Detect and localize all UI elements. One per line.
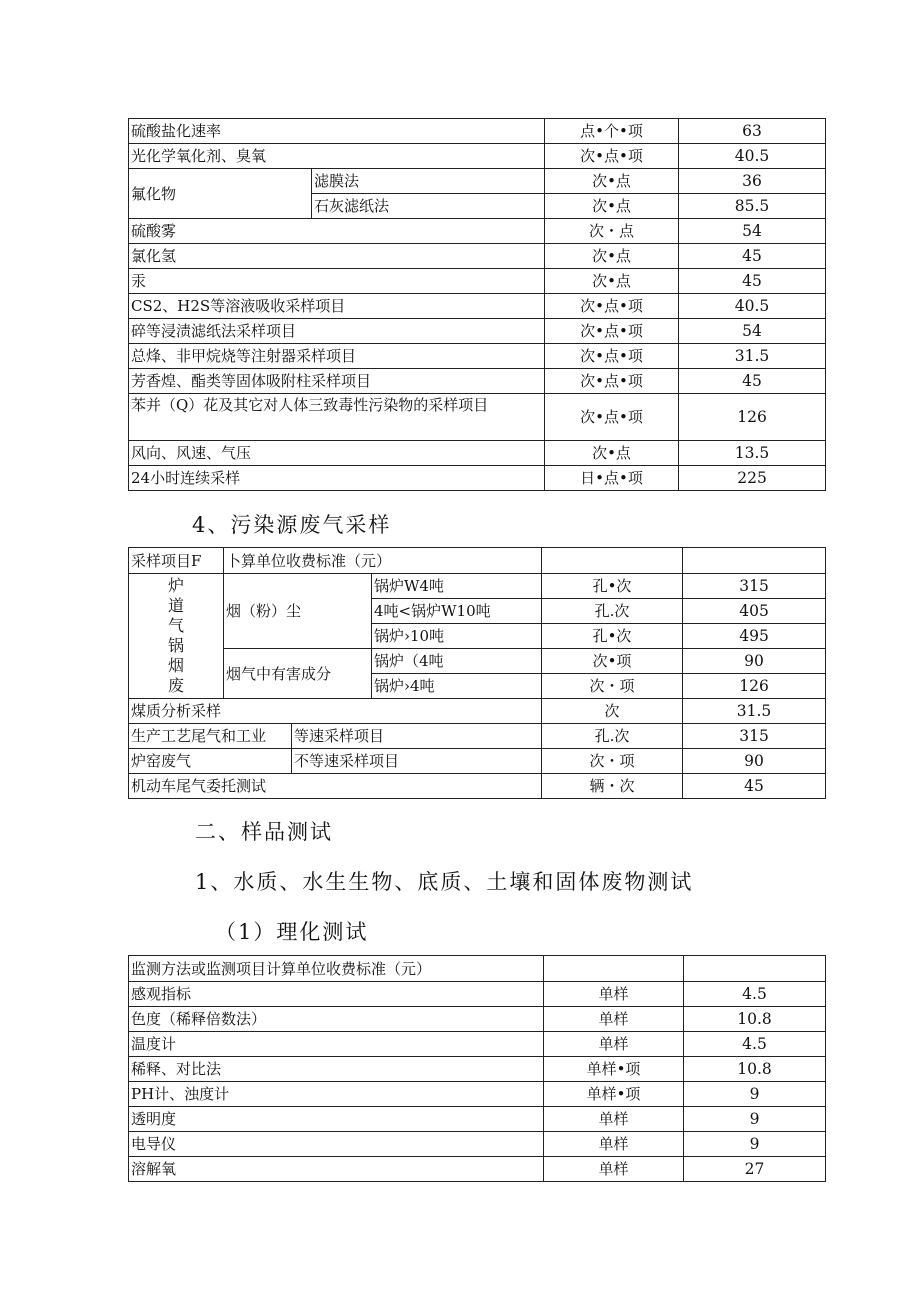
- item-cell: CS2、H2S等溶液吸收采样项目: [129, 294, 545, 319]
- unit-cell: 单样: [544, 1007, 684, 1032]
- table-row: [129, 319, 826, 344]
- price-cell: 9: [684, 1132, 826, 1157]
- item-cell: 机动车尾气委托测试: [129, 774, 542, 799]
- price-cell: 225: [679, 466, 826, 491]
- table-row: [129, 1057, 826, 1082]
- table-row: [129, 369, 826, 394]
- table-row: [129, 119, 826, 144]
- section-heading-sub: （1）理化测试: [215, 920, 369, 944]
- physchem-test-table: [128, 955, 826, 1182]
- unit-cell: 次: [542, 699, 683, 724]
- table-row: [129, 394, 826, 441]
- header-cell: 采样项目F: [129, 548, 224, 574]
- dust-label: 烟（粉）尘: [224, 574, 372, 649]
- unit-cell: 单样: [544, 1157, 684, 1182]
- table-row: [129, 749, 826, 774]
- unit-cell: 次•点: [545, 169, 679, 194]
- price-cell: 54: [679, 219, 826, 244]
- table-row: [129, 1132, 826, 1157]
- source-exhaust-table: [128, 547, 826, 799]
- price-cell: 40.5: [679, 294, 826, 319]
- kiln-label: 生产工艺尾气和工业: [129, 724, 292, 749]
- item-cell: 氯化氢: [129, 244, 545, 269]
- item-cell: 感观指标: [129, 982, 544, 1007]
- unit-cell: 辆・次: [542, 774, 683, 799]
- table-row: [129, 1007, 826, 1032]
- unit-cell: 次•点•项: [545, 369, 679, 394]
- sub-item-cell: 锅炉›10吨: [372, 624, 542, 649]
- price-cell: 10.8: [684, 1007, 826, 1032]
- sub-item-cell: 不等速采样项目: [292, 749, 542, 774]
- unit-cell: 日•点•项: [545, 466, 679, 491]
- sub-item-cell: 锅炉›4吨: [372, 674, 542, 699]
- item-cell: 苯并（Q）花及其它对人体三致毒性污染物的采样项目: [129, 394, 545, 441]
- unit-cell: 孔•次: [542, 624, 683, 649]
- item-cell: 煤质分析采样: [129, 699, 542, 724]
- item-cell: 透明度: [129, 1107, 544, 1132]
- item-cell: 电导仪: [129, 1132, 544, 1157]
- unit-cell: 次・项: [542, 674, 683, 699]
- table-row: [129, 774, 826, 799]
- method-cell: 石灰滤纸法: [312, 194, 545, 219]
- price-cell: 126: [683, 674, 826, 699]
- section-heading-2: 二、样品测试: [195, 820, 333, 844]
- item-cell: 色度（稀释倍数法）: [129, 1007, 544, 1032]
- air-sampling-table: [128, 118, 826, 491]
- price-cell: 54: [679, 319, 826, 344]
- kiln-label: 炉窑废气: [129, 749, 292, 774]
- section-heading-1: 1、水质、水生生物、底质、土壤和固体废物测试: [195, 870, 694, 894]
- item-cell: 硫酸盐化速率: [129, 119, 545, 144]
- unit-cell: 次•点•项: [545, 144, 679, 169]
- vertical-char: 废: [167, 676, 184, 695]
- item-cell: 24小时连续采样: [129, 466, 545, 491]
- harmful-label: 烟气中有害成分: [224, 649, 372, 699]
- unit-cell: 次•项: [542, 649, 683, 674]
- price-cell: 4.5: [684, 982, 826, 1007]
- price-cell: 45: [683, 774, 826, 799]
- item-cell: PH计、浊度计: [129, 1082, 544, 1107]
- header-cell-empty: [683, 548, 826, 574]
- table-row: [129, 1082, 826, 1107]
- price-cell: 13.5: [679, 441, 826, 466]
- table-row: [129, 269, 826, 294]
- price-cell: 45: [679, 269, 826, 294]
- unit-cell: 次•点: [545, 441, 679, 466]
- table-row: [129, 169, 826, 194]
- item-cell: 风向、风速、气压: [129, 441, 545, 466]
- price-cell: 9: [684, 1107, 826, 1132]
- header-cell-empty: [544, 956, 684, 982]
- unit-cell: 单样: [544, 982, 684, 1007]
- unit-cell: 次•点•项: [545, 394, 679, 441]
- price-cell: 31.5: [679, 344, 826, 369]
- table-row: [129, 144, 826, 169]
- table-row: [129, 219, 826, 244]
- section-heading-4: 4、污染源废气采样: [192, 513, 392, 537]
- unit-cell: 次•点: [545, 194, 679, 219]
- price-cell: 90: [683, 749, 826, 774]
- unit-cell: 单样•项: [544, 1057, 684, 1082]
- unit-cell: 次・项: [542, 749, 683, 774]
- price-cell: 405: [683, 599, 826, 624]
- table-header-row: [129, 548, 826, 574]
- table-row: [129, 724, 826, 749]
- vertical-label: [129, 574, 224, 699]
- table-row: [129, 982, 826, 1007]
- header-cell-empty: [542, 548, 683, 574]
- table-row: [129, 294, 826, 319]
- vertical-char: 烟: [167, 656, 184, 675]
- unit-cell: 单样: [544, 1107, 684, 1132]
- price-cell: 40.5: [679, 144, 826, 169]
- price-cell: 45: [679, 244, 826, 269]
- unit-cell: 孔.次: [542, 724, 683, 749]
- price-cell: 63: [679, 119, 826, 144]
- price-cell: 9: [684, 1082, 826, 1107]
- table-row: [129, 1107, 826, 1132]
- unit-cell: 单样: [544, 1132, 684, 1157]
- vertical-char: 锅: [167, 636, 184, 655]
- item-cell: 硫酸雾: [129, 219, 545, 244]
- unit-cell: 点•个•项: [545, 119, 679, 144]
- header-cell-empty: [684, 956, 826, 982]
- item-cell: 碎等浸渍滤纸法采样项目: [129, 319, 545, 344]
- table-row: [129, 1032, 826, 1057]
- unit-cell: 次•点•项: [545, 319, 679, 344]
- price-cell: 27: [684, 1157, 826, 1182]
- sub-item-cell: 等速采样项目: [292, 724, 542, 749]
- table-row: [129, 699, 826, 724]
- price-cell: 85.5: [679, 194, 826, 219]
- item-cell: 溶解氧: [129, 1157, 544, 1182]
- header-cell: 卜算单位收费标准（元）: [224, 548, 542, 574]
- table-row: [129, 1157, 826, 1182]
- table-row: [129, 344, 826, 369]
- table-row: [129, 649, 826, 674]
- item-cell: 稀释、对比法: [129, 1057, 544, 1082]
- table-row: [129, 466, 826, 491]
- unit-cell: 孔.次: [542, 599, 683, 624]
- sub-item-cell: 锅炉W4吨: [372, 574, 542, 599]
- table-header-row: [129, 956, 826, 982]
- vertical-char: 道: [167, 596, 184, 615]
- price-cell: 495: [683, 624, 826, 649]
- sub-item-cell: 锅炉（4吨: [372, 649, 542, 674]
- price-cell: 31.5: [683, 699, 826, 724]
- price-cell: 36: [679, 169, 826, 194]
- unit-cell: 单样•项: [544, 1082, 684, 1107]
- header-cell: 监测方法或监测项目计算单位收费标准（元）: [129, 956, 544, 982]
- unit-cell: 单样: [544, 1032, 684, 1057]
- vertical-char: 炉: [167, 576, 184, 595]
- item-cell: 光化学氧化剂、臭氧: [129, 144, 545, 169]
- item-cell: 总烽、非甲烷烧等注射器采样项目: [129, 344, 545, 369]
- unit-cell: 次•点•项: [545, 294, 679, 319]
- unit-cell: 次・点: [545, 219, 679, 244]
- unit-cell: 次•点•项: [545, 344, 679, 369]
- price-cell: 315: [683, 574, 826, 599]
- unit-cell: 孔•次: [542, 574, 683, 599]
- table-row: [129, 441, 826, 466]
- unit-cell: 次•点: [545, 244, 679, 269]
- sub-item-cell: 4吨<锅炉W10吨: [372, 599, 542, 624]
- item-cell: 芳香煌、酯类等固体吸附柱采样项目: [129, 369, 545, 394]
- price-cell: 4.5: [684, 1032, 826, 1057]
- fluoride-label: 氟化物: [129, 169, 312, 219]
- table-row: [129, 574, 826, 599]
- price-cell: 315: [683, 724, 826, 749]
- table-row: [129, 244, 826, 269]
- unit-cell: 次•点: [545, 269, 679, 294]
- item-cell: 汞: [129, 269, 545, 294]
- price-cell: 10.8: [684, 1057, 826, 1082]
- item-cell: 温度计: [129, 1032, 544, 1057]
- method-cell: 滤膜法: [312, 169, 545, 194]
- price-cell: 126: [679, 394, 826, 441]
- price-cell: 90: [683, 649, 826, 674]
- vertical-char: 气: [167, 616, 184, 635]
- price-cell: 45: [679, 369, 826, 394]
